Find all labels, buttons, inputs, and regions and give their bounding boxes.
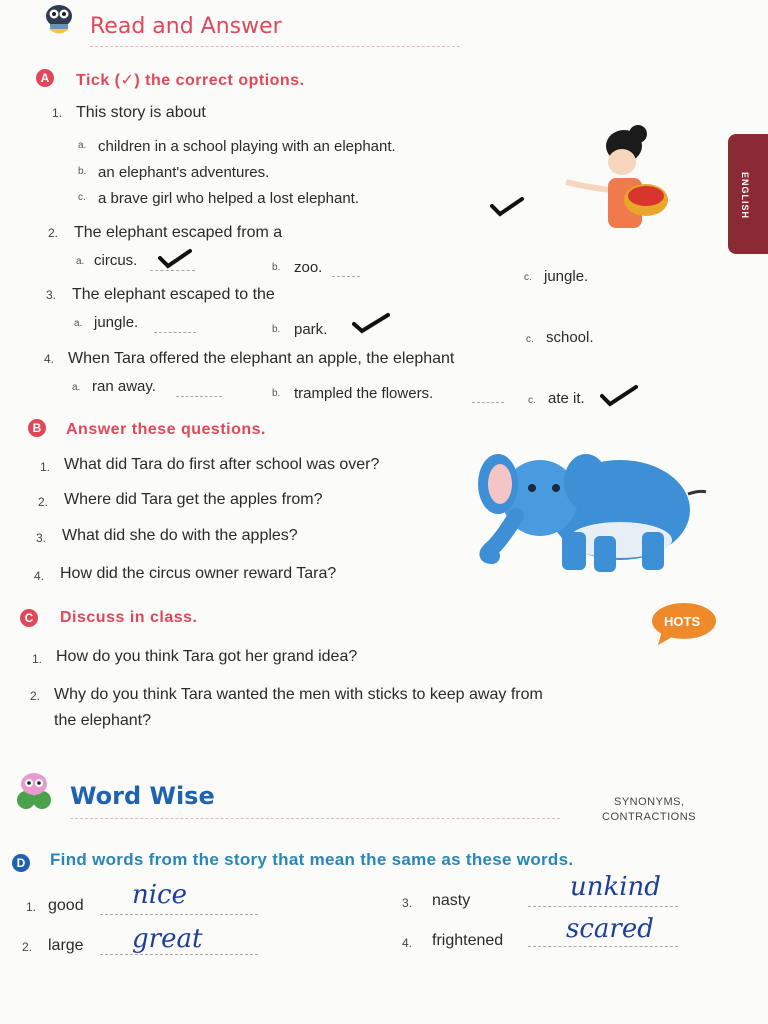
- section-c-badge: C: [20, 609, 38, 627]
- question-number: 2.: [48, 226, 59, 240]
- question-text: The elephant escaped to the: [72, 286, 275, 303]
- question-number: 3.: [36, 531, 47, 545]
- option-text[interactable]: zoo.: [294, 259, 323, 276]
- item-number: 2.: [22, 940, 33, 954]
- option-text[interactable]: ate it.: [548, 390, 585, 407]
- item-number: 1.: [26, 900, 37, 914]
- girl-with-apples-illustration: [560, 120, 680, 240]
- option-text[interactable]: children in a school playing with an elephant.: [98, 138, 396, 155]
- side-tab-label: ENGLISH: [740, 172, 750, 220]
- option-letter: a.: [78, 140, 87, 151]
- question-text: This story is about: [76, 104, 206, 121]
- answer-handwritten[interactable]: scared: [566, 914, 654, 944]
- question-number: 1.: [52, 106, 63, 120]
- question-text: Where did Tara get the apples from?: [64, 491, 323, 508]
- answer-handwritten[interactable]: nice: [132, 880, 188, 910]
- item-word: large: [48, 937, 84, 954]
- option-letter: b.: [272, 262, 281, 273]
- option-letter: a.: [74, 318, 83, 329]
- item-word: frightened: [432, 932, 504, 949]
- hots-label: HOTS: [664, 614, 701, 629]
- item-word: nasty: [432, 892, 471, 909]
- tick-mark-icon: [490, 196, 524, 218]
- answer-handwritten[interactable]: great: [132, 924, 203, 954]
- question-text: The elephant escaped from a: [74, 224, 283, 241]
- question-text: When Tara offered the elephant an apple, the elephant: [68, 350, 455, 367]
- question-number: 4.: [34, 569, 45, 583]
- option-letter: c.: [526, 334, 534, 345]
- word-wise-title: Word Wise: [70, 782, 215, 810]
- question-text: Why do you think Tara wanted the men with sticks to keep away from: [54, 686, 543, 703]
- question-text: What did Tara do first after school was over?: [64, 456, 380, 473]
- tick-mark-icon: [600, 384, 638, 408]
- option-text[interactable]: park.: [294, 321, 328, 338]
- word-wise-tag-contractions: CONTRACTIONS: [602, 811, 696, 823]
- option-letter: c.: [528, 395, 536, 406]
- option-text[interactable]: a brave girl who helped a lost elephant.: [98, 190, 360, 207]
- option-letter: c.: [78, 192, 86, 203]
- option-letter: a.: [72, 382, 81, 393]
- question-text: How do you think Tara got her grand idea?: [56, 648, 358, 665]
- item-word: good: [48, 897, 84, 914]
- question-text: How did the circus owner reward Tara?: [60, 565, 337, 582]
- option-letter: a.: [76, 256, 85, 267]
- answer-handwritten[interactable]: unkind: [570, 872, 661, 902]
- item-number: 3.: [402, 896, 413, 910]
- tick-mark-icon: [158, 248, 192, 270]
- option-text[interactable]: jungle.: [544, 268, 589, 285]
- side-tab-english: [728, 134, 768, 254]
- tick-mark-icon: [352, 312, 390, 334]
- section-d-title: Find words from the story that mean the same as these words.: [50, 850, 574, 869]
- section-a-title: Tick (✓) the correct options.: [76, 72, 305, 89]
- section-b-badge: B: [28, 419, 46, 437]
- option-text[interactable]: jungle.: [94, 314, 139, 331]
- question-text-continued: the elephant?: [54, 712, 151, 729]
- question-text: What did she do with the apples?: [62, 527, 298, 544]
- option-text[interactable]: ran away.: [92, 378, 156, 395]
- section-b-title: Answer these questions.: [66, 421, 266, 438]
- owl-icon: [44, 2, 74, 40]
- question-number: 2.: [30, 689, 41, 703]
- section-a-badge: A: [36, 69, 54, 87]
- option-text[interactable]: an elephant's adventures.: [98, 164, 270, 181]
- question-number: 2.: [38, 495, 49, 509]
- option-letter: b.: [78, 166, 87, 177]
- option-letter: b.: [272, 388, 281, 399]
- section-d-badge: D: [12, 854, 30, 872]
- section-c-title: Discuss in class.: [60, 609, 198, 626]
- question-number: 3.: [46, 288, 57, 302]
- option-letter: c.: [524, 272, 532, 283]
- elephant-illustration: [470, 432, 710, 582]
- question-number: 1.: [40, 460, 51, 474]
- option-letter: b.: [272, 324, 281, 335]
- option-text[interactable]: school.: [546, 329, 594, 346]
- question-number: 4.: [44, 352, 55, 366]
- word-wise-tag-synonyms: SYNONYMS,: [614, 796, 685, 808]
- option-text[interactable]: trampled the flowers.: [294, 385, 434, 402]
- item-number: 4.: [402, 936, 413, 950]
- option-text[interactable]: circus.: [94, 252, 138, 269]
- owl-icon: [12, 770, 58, 814]
- page-title: Read and Answer: [90, 14, 282, 39]
- question-number: 1.: [32, 652, 43, 666]
